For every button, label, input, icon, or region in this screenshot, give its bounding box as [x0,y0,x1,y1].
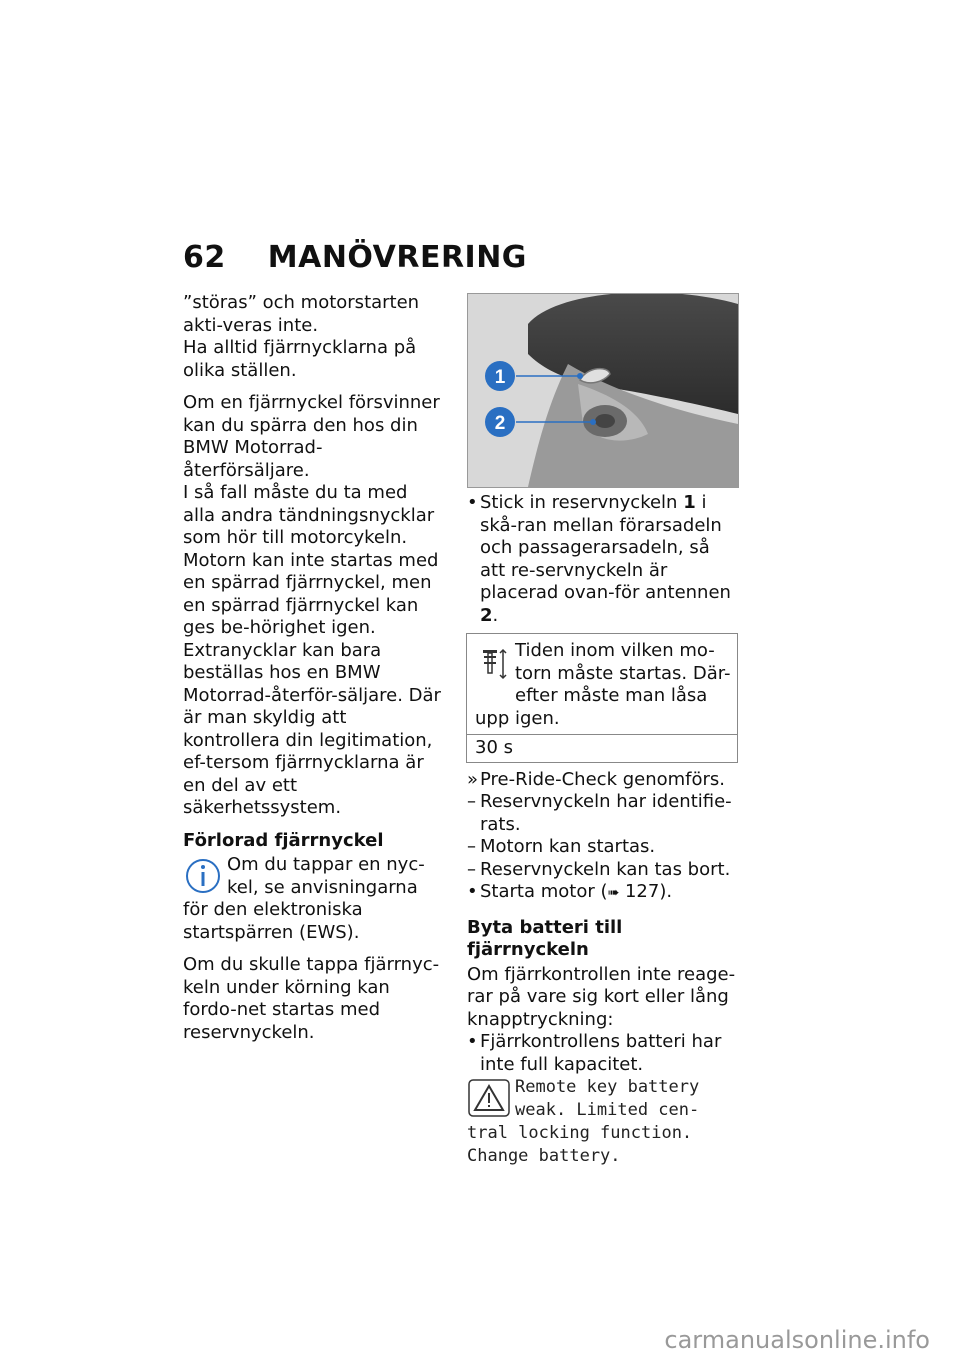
paragraph: Ha alltid fjärrnycklarna på olika ställen. [183,337,417,381]
ref-number: 2 [480,604,493,626]
paragraph: I så fall måste du ta med alla andra tändningsnycklar som hör till motorcykeln. [183,482,435,548]
spec-value: 30 s [467,734,737,762]
warning-icon [467,1078,511,1118]
paragraph: Om fjärrkontrollen inte reage-rar på vare sig kort eller lång knapptryckning: [467,963,736,1030]
right-column [467,492,737,1168]
arrow-right-icon: ➠ [607,885,620,901]
result-item: – Motorn kan startas. [467,836,737,859]
page-header [183,240,527,275]
list-item [467,881,737,905]
result-item: – Reservnyckeln kan tas bort. [467,859,737,882]
text: i skå-ran mellan förarsadeln och passagerarsadeln, så att re-servnyckeln är placerad ovan-för antennen [480,492,731,603]
paragraph: Extranycklar kan bara beställas hos en BMW Motorrad-återför-säljare. Där är man skyldig att kontrollera din legitimation, ef-tersom fjärrnycklarna är en del av ett säkerhetssystem. [183,639,441,818]
timer-icon [475,640,511,686]
left-column [183,292,445,1054]
note-text: Om du tappar en nyc-kel, se anvisningarna för den elektroniska startspärren (EWS). [183,854,425,943]
spec-text: Tiden inom vilken mo-torn måste startas. Där-efter måste man låsa upp igen. [475,640,731,729]
section-heading: Byta batteri till fjärrnyckeln [467,916,623,960]
paragraph: ”störas” och motorstarten akti-veras inte. [183,292,420,336]
section-heading: Förlorad fjärrnyckel [183,829,384,851]
list-item [467,492,737,627]
list-item: • Fjärrkontrollens batteri har inte full kapacitet. [467,1031,737,1076]
ref-number: 1 [683,492,696,513]
warning-message [467,1076,737,1168]
watermark: carmanualsonline.info [664,1326,930,1354]
result-item: – Reservnyckeln har identifie-rats. [467,791,737,836]
callout-label-2: 2 [494,413,506,434]
page-number: 62 [183,240,226,275]
warning-text: Remote key battery weak. Limited cen-tral locking function. Change battery. [467,1077,700,1166]
seat-illustration [468,294,738,487]
page-reference: 127). [619,881,673,902]
page-title: MANÖVRERING [267,240,527,275]
paragraph: Om en fjärrnyckel försvinner kan du spärra den hos din BMW Motorrad-återförsäljare. [183,392,440,481]
callout-label-1: 1 [494,367,506,388]
paragraph: Motorn kan inte startas med en spärrad fjärrnyckel, men en spärrad fjärrnyckel kan ges be-hörighet igen. [183,549,439,638]
spec-box [466,633,738,763]
info-note [183,854,445,944]
seat-figure [467,293,739,488]
result-item: » Pre-Ride-Check genomförs. [467,769,737,792]
paragraph: Om du skulle tappa fjärrnyc-keln under körning kan fordo-net startas med reservnyckeln. [183,954,440,1043]
text: Starta motor ( [480,881,608,902]
text: Stick in reservnyckeln [480,492,684,513]
info-icon [183,854,223,898]
text: . [492,604,499,626]
